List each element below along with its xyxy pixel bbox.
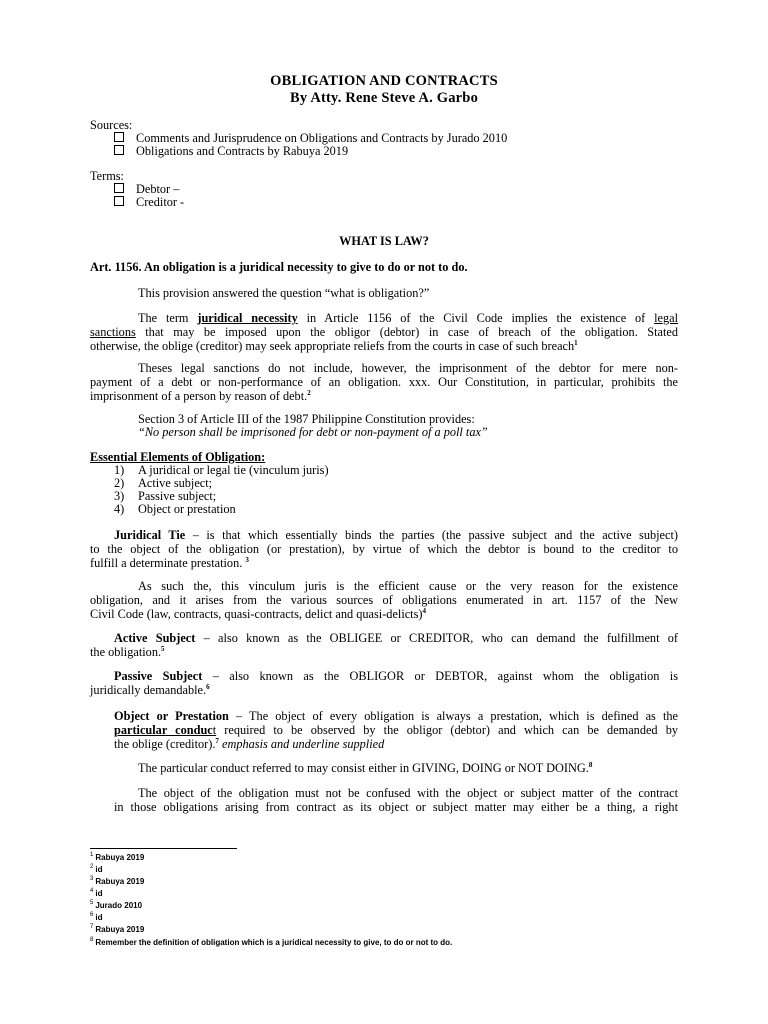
term-item: Debtor – (114, 182, 179, 197)
paragraph-juridical-tie: Juridical Tie – is that which essentially binds the parties (the passive subject and the active subject) to the object of the obligation (or prestation), by virtue of which the debtor is bound to the creditor to fulfill a determinate prestation. $^3$ (90, 528, 678, 571)
checkbox-icon (114, 145, 124, 155)
paragraph-as-such: As such the, this vinculum juris is the efficient cause or the very reason for the existence obligation, and it arises from the various sources of obligations enumerated in art. 1157 of the New Civil Code (law, contracts, quasi-contracts, delict and quasi-delicts)$^4$ (90, 579, 678, 622)
paragraph-provision: This provision answered the question “what is obligation?” (138, 286, 430, 300)
list-item: 3) Passive subject; (114, 489, 217, 503)
paragraph-section: Section 3 of Article III of the 1987 Philippine Constitution provides: (138, 412, 475, 426)
list-item: 4) Object or prestation (114, 502, 236, 516)
source-item: Obligations and Contracts by Rabuya 2019 (114, 144, 348, 159)
footnote: $^3$ Rabuya 2019 (90, 876, 145, 886)
section-heading: WHAT IS LAW? (339, 234, 429, 248)
document-author: By Atty. Rene Steve A. Garbo (289, 90, 479, 106)
elements-heading: Essential Elements of Obligation: (90, 450, 266, 464)
constitution-quote: “No person shall be imprisoned for debt or non-payment of a poll tax” (138, 425, 488, 439)
sources-label: Sources: (90, 118, 133, 132)
checkbox-icon (114, 196, 124, 206)
paragraph-object-prestation: Object or Prestation – The object of every obligation is always a prestation, which is defined as the particular conduct required to be observed by the obligor (debtor) and which can be demanded by the oblige (creditor).$^7$ emphasis and underline supplied (114, 709, 678, 752)
paragraph-sanctions: Theses legal sanctions do not include, however, the imprisonment of the debtor for mere non- payment of a debt or non-performance of an obligation. xxx. Our Constitution, in particular, prohibits the imprisonment of a person by reason of debt.$^2$ (90, 361, 678, 404)
footnote: $^7$ Rabuya 2019 (90, 924, 145, 934)
checkbox-icon (114, 183, 124, 193)
terms-label: Terms: (90, 169, 124, 183)
footnote: $^1$ Rabuya 2019 (90, 852, 145, 862)
footnote: $^8$ Remember the definition of obligation which is a juridical necessity to give, to do or not to do. (90, 937, 453, 947)
paragraph-particular-conduct: The particular conduct referred to may consist either in GIVING, DOING or NOT DOING.$^8$ (138, 760, 593, 775)
checkbox-icon (114, 132, 124, 142)
paragraph-object-confused: The object of the obligation must not be confused with the object or subject matter of the contract in those obligations arising from contract as its object or subject matter may either be a thing, a right (114, 786, 678, 815)
paragraph-term: The term juridical necessity in Article 1156 of the Civil Code implies the existence of legal sanctions that may be imposed upon the obligor (debtor) in case of breach of the obligation. Stated otherwise, the oblige (creditor) may seek appropriate reliefs from the courts in case of such breach$^1$ (90, 311, 678, 354)
paragraph-active-subject: Active Subject – also known as the OBLIGEE or CREDITOR, who can demand the fulfillment of the obligation.$^5$ (90, 631, 679, 660)
article-text: Art. 1156. An obligation is a juridical necessity to give to do or not to do. (90, 260, 468, 274)
footnote-separator (90, 848, 237, 849)
term-item: Creditor - (114, 195, 184, 210)
footnote: $^4$ id (90, 888, 103, 898)
source-item: Comments and Jurisprudence on Obligations and Contracts by Jurado 2010 (114, 131, 507, 146)
list-item: 1) A juridical or legal tie (vinculum juris) (114, 463, 329, 477)
paragraph-passive-subject: Passive Subject – also known as the OBLIGOR or DEBTOR, against whom the obligation is juridically demandable.$^6$ (90, 669, 678, 698)
list-item: 2) Active subject; (114, 476, 213, 490)
footnote: $^6$ id (90, 912, 103, 922)
footnote: $^5$ Jurado 2010 (90, 900, 143, 910)
footnote: $^2$ id (90, 864, 103, 874)
document-title: OBLIGATION AND CONTRACTS (270, 73, 498, 89)
